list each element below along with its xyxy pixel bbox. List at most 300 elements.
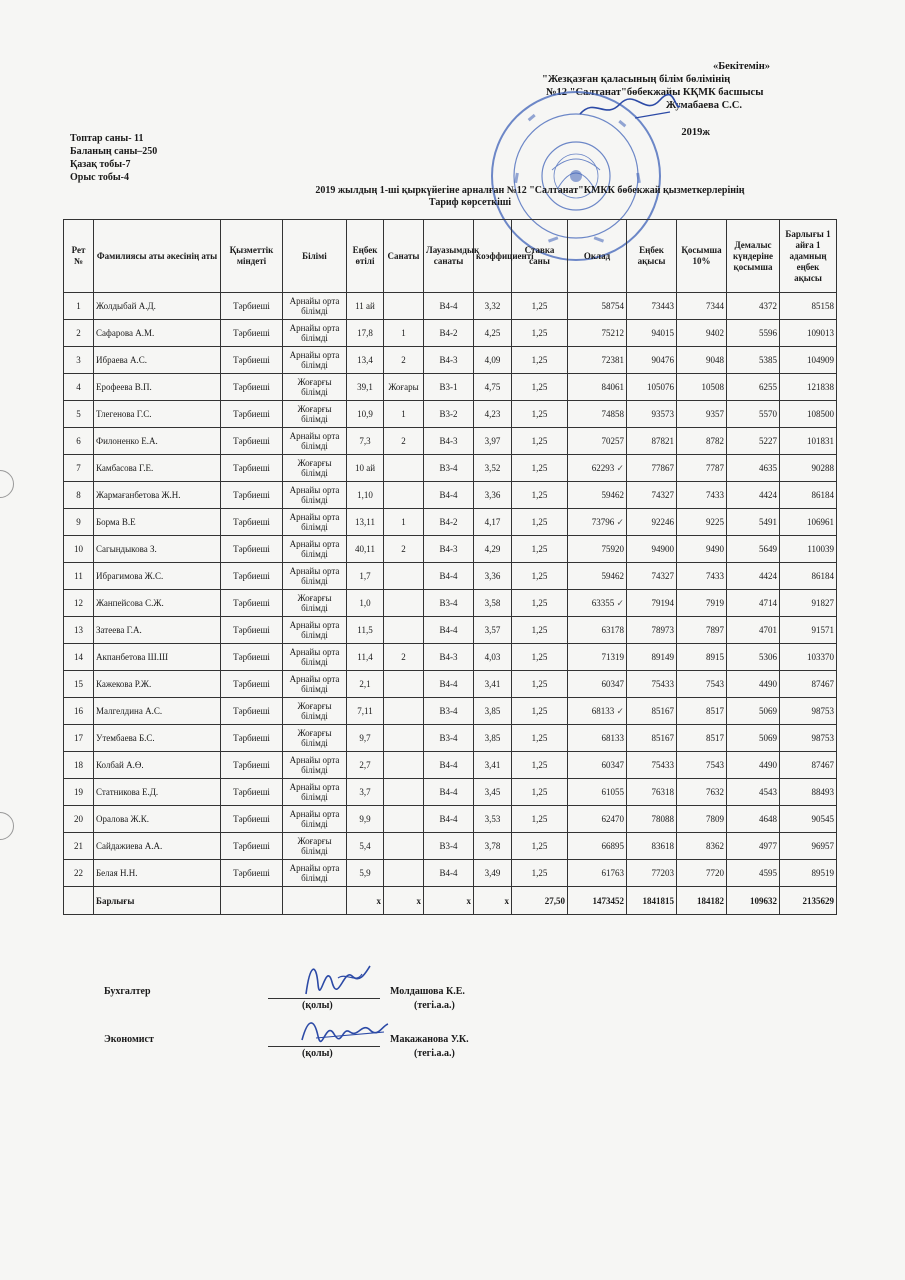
table-cell: B3-4 <box>424 455 474 482</box>
accountant-name-label: (тегі.а.а.) <box>414 1000 455 1011</box>
accountant-name: Молдашова К.Е. <box>390 986 465 997</box>
table-cell: 5069 <box>727 698 780 725</box>
table-cell: 9,7 <box>347 725 384 752</box>
table-cell: 90476 <box>627 347 677 374</box>
total-cell: Барлығы <box>94 887 221 915</box>
table-cell: 104909 <box>780 347 837 374</box>
table-cell: Тәрбиеші <box>221 293 283 320</box>
table-cell: Арнайы орта білімді <box>283 779 347 806</box>
table-cell: 5306 <box>727 644 780 671</box>
table-cell: Тәрбиеші <box>221 509 283 536</box>
table-cell: Тәрбиеші <box>221 347 283 374</box>
table-row <box>64 563 837 590</box>
table-cell: 5,4 <box>347 833 384 860</box>
column-header: коэффициенті <box>474 220 512 293</box>
kazakh-groups-count: Қазақ тобы-7 <box>70 159 131 170</box>
table-cell: 1,25 <box>512 320 568 347</box>
table-cell: 4490 <box>727 671 780 698</box>
table-cell: 61055 <box>568 779 627 806</box>
table-cell: 78088 <box>627 806 677 833</box>
russian-groups-count: Орыс тобы-4 <box>70 172 130 183</box>
table-cell: 9490 <box>677 536 727 563</box>
column-header: Рет № <box>64 220 94 293</box>
table-cell <box>384 860 424 887</box>
table-cell: Жоғарғы білімді <box>283 401 347 428</box>
table-cell: 7632 <box>677 779 727 806</box>
table-cell <box>384 671 424 698</box>
table-cell: 22 <box>64 860 94 887</box>
table-cell: 78973 <box>627 617 677 644</box>
table-cell: 9 <box>64 509 94 536</box>
table-cell: 1,25 <box>512 779 568 806</box>
total-cell: 27,50 <box>512 887 568 915</box>
table-row <box>64 698 837 725</box>
column-header: Фамилиясы аты әкесінің аты <box>94 220 221 293</box>
table-cell: B4-4 <box>424 482 474 509</box>
table-cell: 9357 <box>677 401 727 428</box>
table-row <box>64 779 837 806</box>
table-cell: 8915 <box>677 644 727 671</box>
children-count: Баланың саны–250 <box>70 146 158 157</box>
table-cell: 10 <box>64 536 94 563</box>
table-cell: 2,1 <box>347 671 384 698</box>
column-header: Барлығы 1 айға 1 адамның еңбек ақысы <box>780 220 837 293</box>
table-cell: 21 <box>64 833 94 860</box>
table-cell: Арнайы орта білімді <box>283 806 347 833</box>
table-cell: Филоненко Е.А. <box>94 428 221 455</box>
table-cell: 2,7 <box>347 752 384 779</box>
table-row <box>64 293 837 320</box>
table-cell: 19 <box>64 779 94 806</box>
table-cell: 68133 ✓ <box>568 698 627 725</box>
table-cell: 75212 <box>568 320 627 347</box>
total-cell: x <box>474 887 512 915</box>
table-cell: 3,58 <box>474 590 512 617</box>
total-cell: 184182 <box>677 887 727 915</box>
total-cell: 1473452 <box>568 887 627 915</box>
table-cell: B4-4 <box>424 293 474 320</box>
economist-name: Макажанова У.К. <box>390 1034 469 1045</box>
punch-hole-top <box>0 470 14 498</box>
table-cell: 4648 <box>727 806 780 833</box>
table-cell: 79194 <box>627 590 677 617</box>
table-cell: 59462 <box>568 563 627 590</box>
table-cell: Ибрагимова Ж.С. <box>94 563 221 590</box>
table-cell: Белая Н.Н. <box>94 860 221 887</box>
table-cell: 61763 <box>568 860 627 887</box>
table-cell: 7,11 <box>347 698 384 725</box>
table-cell: 5385 <box>727 347 780 374</box>
table-cell: 4424 <box>727 563 780 590</box>
total-cell: x <box>424 887 474 915</box>
table-cell: 58754 <box>568 293 627 320</box>
table-cell: 1,25 <box>512 401 568 428</box>
table-cell: 4543 <box>727 779 780 806</box>
column-header: Қызметтік міндеті <box>221 220 283 293</box>
table-cell: 62470 <box>568 806 627 833</box>
table-cell: 87467 <box>780 671 837 698</box>
table-cell: 5 <box>64 401 94 428</box>
table-cell: 4701 <box>727 617 780 644</box>
economist-sign-label: (қолы) <box>302 1048 333 1059</box>
table-cell: 1 <box>384 401 424 428</box>
table-cell: 3,97 <box>474 428 512 455</box>
table-cell: B3-4 <box>424 833 474 860</box>
table-cell: 7897 <box>677 617 727 644</box>
table-cell: 7,3 <box>347 428 384 455</box>
checkmark-icon: ✓ <box>614 706 624 716</box>
table-cell: 5,9 <box>347 860 384 887</box>
table-cell: 73443 <box>627 293 677 320</box>
table-cell: Жоғарғы білімді <box>283 698 347 725</box>
table-cell: B4-3 <box>424 347 474 374</box>
table-cell: Кажекова Р.Ж. <box>94 671 221 698</box>
table-cell: 6255 <box>727 374 780 401</box>
table-cell <box>384 698 424 725</box>
table-cell: Тәрбиеші <box>221 833 283 860</box>
table-cell: Тәрбиеші <box>221 644 283 671</box>
table-cell: 1,25 <box>512 590 568 617</box>
table-cell: 60347 <box>568 752 627 779</box>
table-cell: 94900 <box>627 536 677 563</box>
table-cell: Сагындыкова З. <box>94 536 221 563</box>
table-cell: 1,25 <box>512 671 568 698</box>
table-row <box>64 725 837 752</box>
table-cell: 63355 ✓ <box>568 590 627 617</box>
table-cell: 106961 <box>780 509 837 536</box>
table-cell: Камбасова Г.Е. <box>94 455 221 482</box>
column-header: Санаты <box>384 220 424 293</box>
total-cell: x <box>384 887 424 915</box>
table-cell: 60347 <box>568 671 627 698</box>
table-cell: B3-4 <box>424 725 474 752</box>
table-cell: 4490 <box>727 752 780 779</box>
column-header: Демалыс күндеріне қосымша <box>727 220 780 293</box>
table-cell: Тәрбиеші <box>221 671 283 698</box>
table-row <box>64 455 837 482</box>
table-cell: 3,85 <box>474 698 512 725</box>
table-row <box>64 428 837 455</box>
table-cell: 63178 <box>568 617 627 644</box>
table-cell: 4,29 <box>474 536 512 563</box>
table-cell: 71319 <box>568 644 627 671</box>
table-cell: 2 <box>384 347 424 374</box>
table-cell: 92246 <box>627 509 677 536</box>
table-cell <box>384 833 424 860</box>
column-header: Қосымша 10% <box>677 220 727 293</box>
table-cell: 1,25 <box>512 617 568 644</box>
table-cell <box>384 806 424 833</box>
table-cell <box>384 725 424 752</box>
table-cell: 3,41 <box>474 752 512 779</box>
table-cell: Акпанбетова Ш.Ш <box>94 644 221 671</box>
table-cell: Тәрбиеші <box>221 320 283 347</box>
director-signature-mark <box>575 92 685 122</box>
table-cell: 4,09 <box>474 347 512 374</box>
table-cell: 4 <box>64 374 94 401</box>
table-cell <box>384 590 424 617</box>
table-cell: 77867 <box>627 455 677 482</box>
table-cell: 7433 <box>677 482 727 509</box>
table-cell: 39,1 <box>347 374 384 401</box>
table-cell: 85158 <box>780 293 837 320</box>
table-cell: Арнайы орта білімді <box>283 860 347 887</box>
table-cell: B4-2 <box>424 320 474 347</box>
table-cell <box>384 617 424 644</box>
table-cell <box>384 455 424 482</box>
table-cell: 1,25 <box>512 698 568 725</box>
table-cell: 14 <box>64 644 94 671</box>
table-cell: Жолдыбай А.Д. <box>94 293 221 320</box>
table-cell: 1,25 <box>512 374 568 401</box>
table-cell: B3-2 <box>424 401 474 428</box>
table-cell: 5069 <box>727 725 780 752</box>
table-row <box>64 482 837 509</box>
table-cell: 1,25 <box>512 860 568 887</box>
punch-hole-bottom <box>0 812 14 840</box>
table-cell <box>384 293 424 320</box>
table-cell: Жармағанбетова Ж.Н. <box>94 482 221 509</box>
table-cell: 1,25 <box>512 482 568 509</box>
table-cell: Сайдажиева А.А. <box>94 833 221 860</box>
table-cell: 7809 <box>677 806 727 833</box>
table-cell: Арнайы орта білімді <box>283 482 347 509</box>
table-cell: 20 <box>64 806 94 833</box>
table-cell: 5596 <box>727 320 780 347</box>
table-cell: Тәрбиеші <box>221 779 283 806</box>
table-cell: 88493 <box>780 779 837 806</box>
table-cell: 3,78 <box>474 833 512 860</box>
table-cell: 4,25 <box>474 320 512 347</box>
table-cell: 9225 <box>677 509 727 536</box>
table-cell: 16 <box>64 698 94 725</box>
table-cell: 7433 <box>677 563 727 590</box>
table-cell: 40,11 <box>347 536 384 563</box>
checkmark-icon: ✓ <box>614 463 624 473</box>
table-cell: Утембаева Б.С. <box>94 725 221 752</box>
table-total-row <box>64 887 837 915</box>
table-row <box>64 860 837 887</box>
table-cell: 10 ай <box>347 455 384 482</box>
approval-head-name: Жумабаева С.С. <box>665 100 742 111</box>
table-cell: 5227 <box>727 428 780 455</box>
table-cell: 68133 <box>568 725 627 752</box>
table-cell: 87467 <box>780 752 837 779</box>
tariff-table <box>63 219 837 915</box>
table-cell: 70257 <box>568 428 627 455</box>
table-cell: 1,25 <box>512 563 568 590</box>
table-cell: 101831 <box>780 428 837 455</box>
column-header: Еңбек ақысы <box>627 220 677 293</box>
table-cell: 3,32 <box>474 293 512 320</box>
table-row <box>64 374 837 401</box>
table-cell: 2 <box>384 428 424 455</box>
table-row <box>64 347 837 374</box>
table-cell: 12 <box>64 590 94 617</box>
table-cell: 76318 <box>627 779 677 806</box>
table-cell: 4595 <box>727 860 780 887</box>
table-cell: 74327 <box>627 563 677 590</box>
table-cell: B4-4 <box>424 860 474 887</box>
table-cell: 110039 <box>780 536 837 563</box>
table-cell: Арнайы орта білімді <box>283 347 347 374</box>
table-row <box>64 806 837 833</box>
table-cell: 5491 <box>727 509 780 536</box>
table-cell: B4-2 <box>424 509 474 536</box>
table-cell: 1,25 <box>512 293 568 320</box>
table-cell: Арнайы орта білімді <box>283 617 347 644</box>
table-row <box>64 401 837 428</box>
accountant-sign-label: (қолы) <box>302 1000 333 1011</box>
title-line-1: 2019 жылдың 1-ші қыркүйегіне арналған №12 "Салтанат"КМКК бөбекжай қызметкерлерінің <box>315 185 745 196</box>
table-cell: 1,10 <box>347 482 384 509</box>
table-cell: 18 <box>64 752 94 779</box>
table-cell: Тәрбиеші <box>221 563 283 590</box>
title-line-2: Тариф көрсеткіші <box>428 197 512 208</box>
table-cell: 5570 <box>727 401 780 428</box>
table-cell: 105076 <box>627 374 677 401</box>
table-row <box>64 752 837 779</box>
table-cell: Тәрбиеші <box>221 374 283 401</box>
table-cell: 84061 <box>568 374 627 401</box>
table-cell: 11 ай <box>347 293 384 320</box>
table-cell: 3,49 <box>474 860 512 887</box>
table-cell: Малгелдина А.С. <box>94 698 221 725</box>
table-cell: Жоғары <box>384 374 424 401</box>
table-cell: B3-4 <box>424 590 474 617</box>
table-cell: B4-4 <box>424 806 474 833</box>
table-cell: 90545 <box>780 806 837 833</box>
table-cell: 108500 <box>780 401 837 428</box>
table-cell: 1,25 <box>512 347 568 374</box>
table-cell: B4-4 <box>424 779 474 806</box>
table-row <box>64 671 837 698</box>
table-row <box>64 590 837 617</box>
table-cell: 2 <box>384 644 424 671</box>
table-row <box>64 617 837 644</box>
total-cell <box>283 887 347 915</box>
table-row <box>64 536 837 563</box>
table-cell: 3,41 <box>474 671 512 698</box>
table-cell: Жоғарғы білімді <box>283 725 347 752</box>
table-cell: 1,25 <box>512 536 568 563</box>
table-row <box>64 509 837 536</box>
table-cell: 7720 <box>677 860 727 887</box>
column-header: Білімі <box>283 220 347 293</box>
table-cell: Борма В.Е <box>94 509 221 536</box>
table-cell: Арнайы орта білімді <box>283 509 347 536</box>
economist-signature-mark <box>296 1010 392 1050</box>
table-cell: 10508 <box>677 374 727 401</box>
document-title <box>250 185 810 209</box>
table-cell: 74327 <box>627 482 677 509</box>
table-cell: 11 <box>64 563 94 590</box>
table-cell: Тәрбиеші <box>221 698 283 725</box>
table-cell: 75433 <box>627 752 677 779</box>
table-cell: 8517 <box>677 725 727 752</box>
table-cell: Арнайы орта білімді <box>283 536 347 563</box>
table-cell: Арнайы орта білімді <box>283 644 347 671</box>
table-cell: Тәрбиеші <box>221 536 283 563</box>
total-cell: 1841815 <box>627 887 677 915</box>
table-cell: 7344 <box>677 293 727 320</box>
table-cell: Тәрбиеші <box>221 806 283 833</box>
table-cell: 10,9 <box>347 401 384 428</box>
column-header: Оклад <box>568 220 627 293</box>
table-cell: Тәрбиеші <box>221 428 283 455</box>
total-cell: x <box>347 887 384 915</box>
table-cell: 2 <box>64 320 94 347</box>
table-cell: B4-4 <box>424 617 474 644</box>
table-cell: 85167 <box>627 698 677 725</box>
table-cell: 8 <box>64 482 94 509</box>
table-cell: 1,25 <box>512 752 568 779</box>
table-cell: 7 <box>64 455 94 482</box>
table-cell: 4,03 <box>474 644 512 671</box>
table-header-row <box>64 220 837 293</box>
table-cell: 1 <box>384 509 424 536</box>
table-cell: 91571 <box>780 617 837 644</box>
table-cell: 3,85 <box>474 725 512 752</box>
table-cell: 8782 <box>677 428 727 455</box>
table-cell: 13 <box>64 617 94 644</box>
table-cell: Жоғарғы білімді <box>283 455 347 482</box>
table-cell: 75433 <box>627 671 677 698</box>
table-cell: 93573 <box>627 401 677 428</box>
table-cell: Колбай А.Ө. <box>94 752 221 779</box>
table-cell: 75920 <box>568 536 627 563</box>
table-cell: Арнайы орта білімді <box>283 428 347 455</box>
table-cell: 5649 <box>727 536 780 563</box>
table-cell: 66895 <box>568 833 627 860</box>
table-cell: 8517 <box>677 698 727 725</box>
total-cell: 109632 <box>727 887 780 915</box>
table-cell: 90288 <box>780 455 837 482</box>
table-cell: Арнайы орта білімді <box>283 671 347 698</box>
table-cell: Арнайы орта білімді <box>283 320 347 347</box>
column-header: Еңбек өтілі <box>347 220 384 293</box>
column-header: Лауазымдық санаты <box>424 220 474 293</box>
table-cell: 13,11 <box>347 509 384 536</box>
table-cell: Тәрбиеші <box>221 401 283 428</box>
table-cell: 7787 <box>677 455 727 482</box>
table-cell: 3,53 <box>474 806 512 833</box>
table-cell: 4,23 <box>474 401 512 428</box>
group-info <box>70 132 157 184</box>
table-cell: 4,17 <box>474 509 512 536</box>
table-cell: 77203 <box>627 860 677 887</box>
table-cell: 59462 <box>568 482 627 509</box>
table-cell: 1,25 <box>512 806 568 833</box>
table-cell: 4977 <box>727 833 780 860</box>
table-cell: 1,25 <box>512 509 568 536</box>
table-cell: 4714 <box>727 590 780 617</box>
economist-name-label: (тегі.а.а.) <box>414 1048 455 1059</box>
table-cell: 4424 <box>727 482 780 509</box>
table-cell: 17 <box>64 725 94 752</box>
table-cell: 4,75 <box>474 374 512 401</box>
table-cell: 3,45 <box>474 779 512 806</box>
table-cell: Тәрбиеші <box>221 482 283 509</box>
table-cell: Жанпейсова С.Ж. <box>94 590 221 617</box>
table-cell: 3,36 <box>474 563 512 590</box>
table-cell: 13,4 <box>347 347 384 374</box>
table-cell: 7543 <box>677 752 727 779</box>
table-cell: 15 <box>64 671 94 698</box>
table-cell: 1,25 <box>512 428 568 455</box>
table-cell: 103370 <box>780 644 837 671</box>
table-cell: Тәрбиеші <box>221 590 283 617</box>
